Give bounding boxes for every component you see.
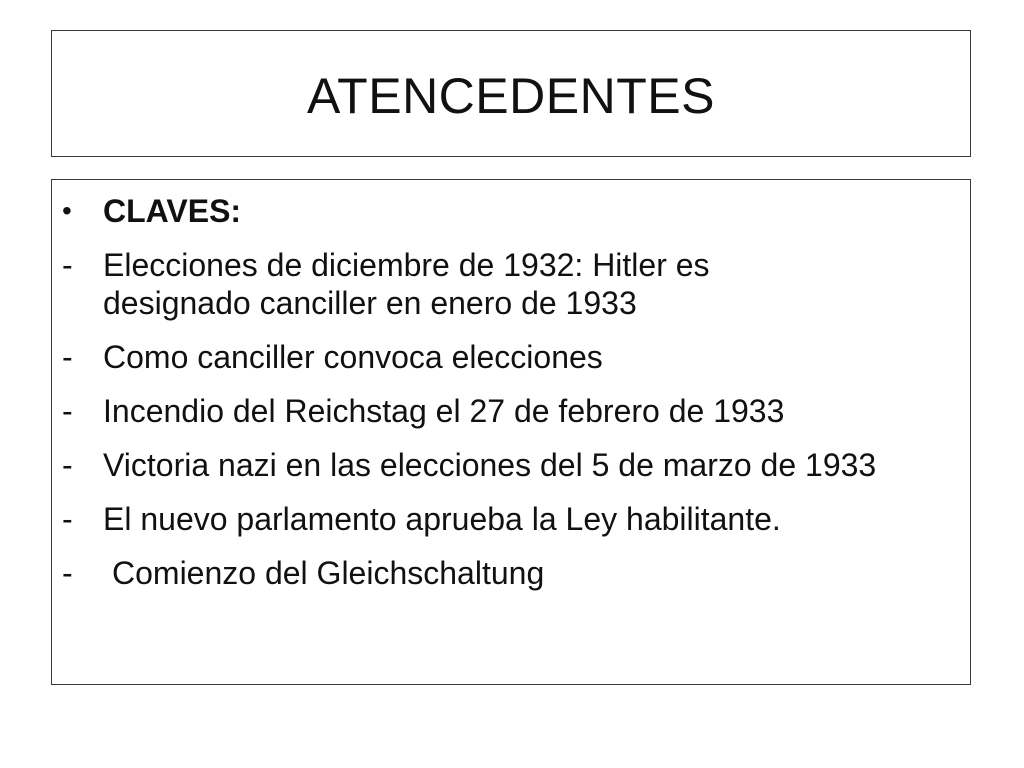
list-item — [61, 246, 950, 322]
list-item-text: Comienzo del Gleichschaltung — [112, 555, 545, 591]
list-item-text: El nuevo parlamento aprueba la Ley habilitante. — [103, 501, 781, 537]
slide-title: ATENCEDENTES — [307, 67, 715, 124]
title-frame — [51, 30, 971, 157]
dash-marker: - — [62, 555, 73, 591]
list-item — [61, 500, 950, 538]
list-item-text: Como canciller convoca elecciones — [103, 339, 603, 375]
dash-marker: - — [62, 447, 73, 483]
list-item — [61, 554, 950, 592]
dash-marker: - — [62, 247, 73, 283]
list-item — [61, 392, 950, 430]
content-frame — [51, 179, 971, 685]
list-item-text: Elecciones de diciembre de 1932: Hitler es designado canciller en enero de 1933 — [103, 247, 710, 321]
heading-text: CLAVES: — [103, 193, 242, 229]
bullet-dot-icon: • — [62, 195, 72, 226]
dash-marker: - — [62, 393, 73, 429]
list-item — [61, 338, 950, 376]
list-item — [61, 446, 950, 484]
list-item-text: Victoria nazi en las elecciones del 5 de marzo de 1933 — [103, 447, 877, 483]
dash-marker: - — [62, 501, 73, 537]
dash-marker: - — [62, 339, 73, 375]
list-item-text: Incendio del Reichstag el 27 de febrero de 1933 — [103, 393, 785, 429]
bullet-heading — [61, 192, 950, 230]
